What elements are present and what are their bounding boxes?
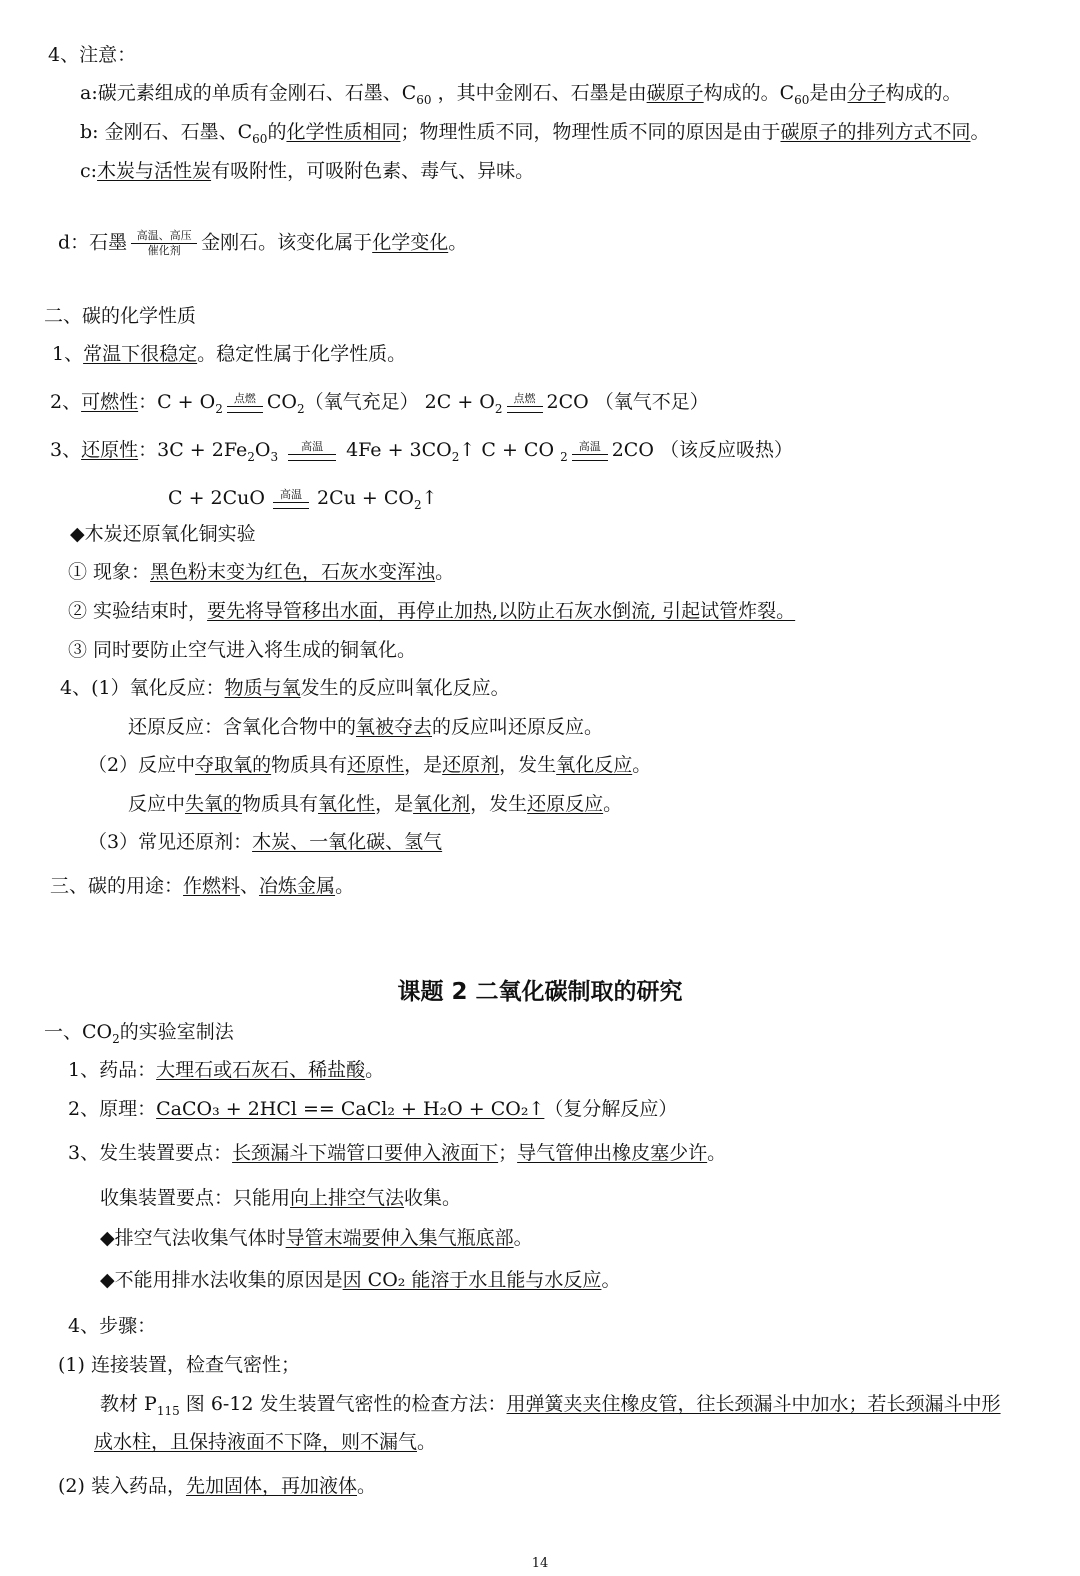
lesson-reagents: 1、药品：大理石或石灰石、稀盐酸。 [68, 1059, 385, 1081]
reaction-condition: 高温 [273, 489, 309, 510]
reaction-condition: 高温 [288, 441, 336, 462]
experiment-item-3: ③ 同时要防止空气进入将生成的铜氧化。 [68, 639, 417, 661]
lesson-step-1-method: 教材 $P_{115}$ 图 6-12 发生装置气密性的检查方法：用弹簧夹夹住橡皮管，往长颈漏斗中加水；若长颈漏斗中形 [100, 1393, 1001, 1418]
lesson-step-2: (2) 装入药品，先加固体，再加液体。 [58, 1475, 376, 1497]
lesson-no-water-reason: ◆不能用排水法收集的原因是因 CO₂ 能溶于水且能与水反应。 [100, 1269, 621, 1291]
note-d: d：石墨 高温、高压 催化剂 金刚石。该变化属于化学变化。 [58, 229, 468, 257]
chem-line-4: C + 2CuO 高温 $2Cu + CO_2↑$ [168, 487, 438, 512]
experiment-item-1: ① 现象：黑色粉末变为红色，石灰水变浑浊。 [68, 561, 455, 583]
reaction-condition: 高温、高压 催化剂 [131, 230, 197, 257]
lesson-step-1: (1) 连接装置，检查气密性； [58, 1354, 300, 1376]
reaction-condition: 点燃 [507, 393, 543, 414]
lesson-section-heading: 一、$CO_2$的实验室制法 [44, 1021, 234, 1046]
page-number: 14 [531, 1556, 549, 1571]
note-a: a:碳元素组成的单质有金刚石、石墨、$C_{60}$ ，其中金刚石、石墨是由碳原子构成的。$C_{60}$是由分子构成的。 [80, 82, 962, 107]
note-heading: 4、注意： [48, 44, 137, 66]
oxidation-def: 4、(1）氧化反应：物质与氧发生的反应叫氧化反应。 [60, 677, 510, 699]
chem-line-2: 2、可燃性：$C + O_2$ 点燃 $CO_2$（氧气充足） $2C + O_2$ 点燃 2CO （氧气不足） [50, 391, 709, 416]
section-heading-chem: 二、碳的化学性质 [44, 305, 197, 327]
lesson-collector-points: 收集装置要点：只能用向上排空气法收集。 [100, 1187, 462, 1209]
lesson-principle: 2、原理：CaCO₃ + 2HCl == CaCl₂ + H₂O + CO₂↑（复分解反应） [68, 1098, 678, 1120]
carbon-uses: 三、碳的用途：作燃料、冶炼金属。 [50, 875, 355, 897]
lesson-air-displacement: ◆排空气法收集气体时导管末端要伸入集气瓶底部。 [100, 1227, 533, 1249]
oxidizing-agent-line: 反应中失氧的物质具有氧化性，是氧化剂，发生还原反应。 [128, 793, 623, 815]
experiment-item-2: ② 实验结束时，要先将导管移出水面，再停止加热,以防止石灰水倒流, 引起试管炸裂。 [68, 600, 796, 622]
reaction-condition: 点燃 [227, 393, 263, 414]
reaction-condition: 高温 [572, 441, 608, 462]
lesson-generator-points: 3、发生装置要点：长颈漏斗下端管口要伸入液面下；导气管伸出橡皮塞少许。 [68, 1142, 727, 1164]
common-reducers: （3）常见还原剂：木炭、一氧化碳、氢气 [88, 831, 443, 853]
experiment-title: ◆木炭还原氧化铜实验 [70, 523, 256, 545]
note-b: b: 金刚石、石墨、$C_{60}$的化学性质相同；物理性质不同，物理性质不同的原因是由于碳原子的排列方式不同。 [80, 121, 990, 146]
lesson-steps-heading: 4、步骤： [68, 1315, 157, 1337]
reducing-agent-line: （2）反应中夺取氧的物质具有还原性，是还原剂，发生氧化反应。 [88, 754, 652, 776]
chem-line-1: 1、常温下很稳定。稳定性属于化学性质。 [52, 343, 407, 365]
reduction-def: 还原反应：含氧化合物中的氧被夺去的反应叫还原反应。 [128, 716, 604, 738]
note-c: c:木炭与活性炭有吸附性，可吸附色素、毒气、异味。 [80, 160, 535, 182]
chem-line-3: 3、还原性：$3C + 2Fe_2O_3$ 高温 $4Fe + 3CO_2↑$ C + CO $_2$ 高温 2CO （该反应吸热） [50, 439, 793, 464]
lesson-title: 课题 2 二氧化碳制取的研究 [397, 979, 683, 1005]
lesson-step-1-method-cont: 成水柱，且保持液面不下降，则不漏气。 [94, 1431, 437, 1453]
